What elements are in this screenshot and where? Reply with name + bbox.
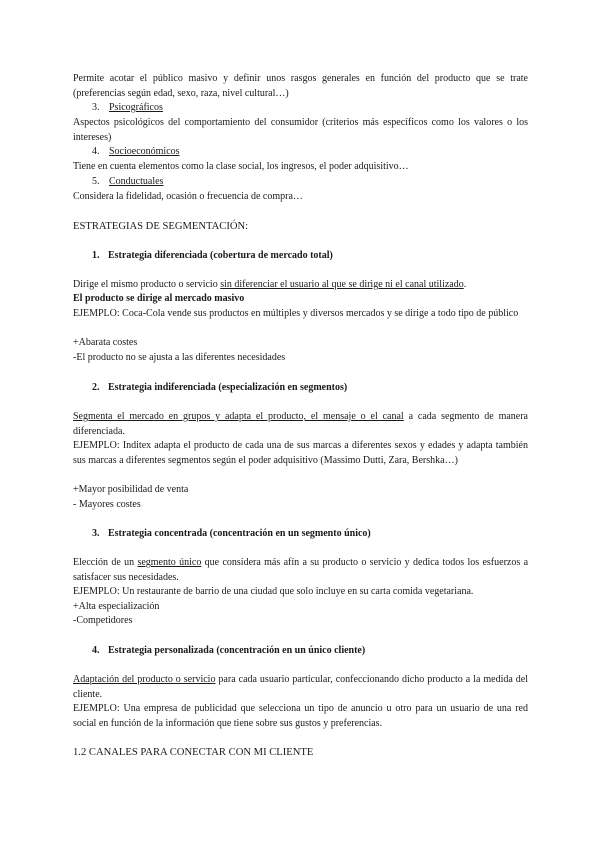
list-item-label: Socioeconómicos: [109, 146, 180, 157]
strategy-example: EJEMPLO: Inditex adapta el producto de cada una de sus marcas a diferentes sexos y edades y adapta también sus marcas a diferentes segmentos según el poder adquisitivo (Massimo Dutti, Zara, Bershka…): [73, 440, 528, 466]
list-item-label: Psicográficos: [109, 102, 163, 113]
strategies-heading: ESTRATEGIAS DE SEGMENTACIÓN:: [73, 221, 249, 232]
strategy-pro: +Mayor posibilidad de venta: [73, 484, 189, 495]
list-item-label: Conductuales: [109, 176, 164, 187]
intro-paragraph: Permite acotar el público masivo y definir unos rasgos generales en función del producto que se trate (preferencias según edad, sexo, raza, nivel cultural…): [73, 73, 528, 99]
list-item-description: Tiene en cuenta elementos como la clase social, los ingresos, el poder adquisitivo…: [73, 161, 409, 172]
section-heading: 1.2 CANALES PARA CONECTAR CON MI CLIENTE: [73, 747, 314, 758]
list-item-conductuales: 5. Conductuales: [92, 176, 164, 187]
strategy-title: 2. Estrategia indiferenciada (especialización en segmentos): [92, 382, 348, 393]
strategy-con: - Mayores costes: [73, 499, 141, 510]
strategy-title: 3. Estrategia concentrada (concentración en un segmento único): [92, 528, 371, 539]
strategy-description: Elección de un segmento único que considera más afín a su producto o servicio y dedica todos los esfuerzos a satisfacer sus necesidades.: [73, 557, 529, 583]
strategy-con: -El producto no se ajusta a las diferentes necesidades: [73, 352, 286, 363]
list-item-psicograficos: 3. Psicográficos: [92, 102, 163, 113]
list-item-description: Considera la fidelidad, ocasión o frecuencia de compra…: [73, 191, 303, 202]
strategy-example: EJEMPLO: Una empresa de publicidad que selecciona un tipo de anuncio u otro para un usuario de una red social en función de la información que tiene sobre sus gustos y preferencias.: [73, 703, 528, 729]
strategy-description: Adaptación del producto o servicio para cada usuario particular, confeccionando dicho producto a la medida del cliente.: [73, 674, 528, 700]
strategy-pro: +Alta especialización: [73, 601, 160, 612]
strategy-example: EJEMPLO: Un restaurante de barrio de una ciudad que solo incluye en su carta comida vegetariana.: [73, 586, 474, 597]
list-item-description: Aspectos psicológicos del comportamiento del consumidor (criterios más específicos como los valores o los intereses): [73, 117, 528, 143]
strategy-highlight: El producto se dirige al mercado masivo: [73, 293, 245, 304]
strategy-title: 1. Estrategia diferenciada (cobertura de mercado total): [92, 250, 333, 261]
strategy-title: 4. Estrategia personalizada (concentración en un único cliente): [92, 645, 366, 656]
strategy-description: Dirige el mismo producto o servicio sin diferenciar el usuario al que se dirige ni el canal utilizado.: [73, 279, 467, 290]
strategy-pro: +Abarata costes: [73, 337, 138, 348]
strategy-description: Segmenta el mercado en grupos y adapta el producto, el mensaje o el canal a cada segmento de manera diferenciada.: [73, 411, 528, 437]
strategy-con: -Competidores: [73, 615, 133, 626]
strategy-example: EJEMPLO: Coca-Cola vende sus productos en múltiples y diversos mercados y se dirige a todo tipo de público: [73, 308, 519, 319]
list-item-socioeconomicos: 4. Socioeconómicos: [92, 146, 180, 157]
